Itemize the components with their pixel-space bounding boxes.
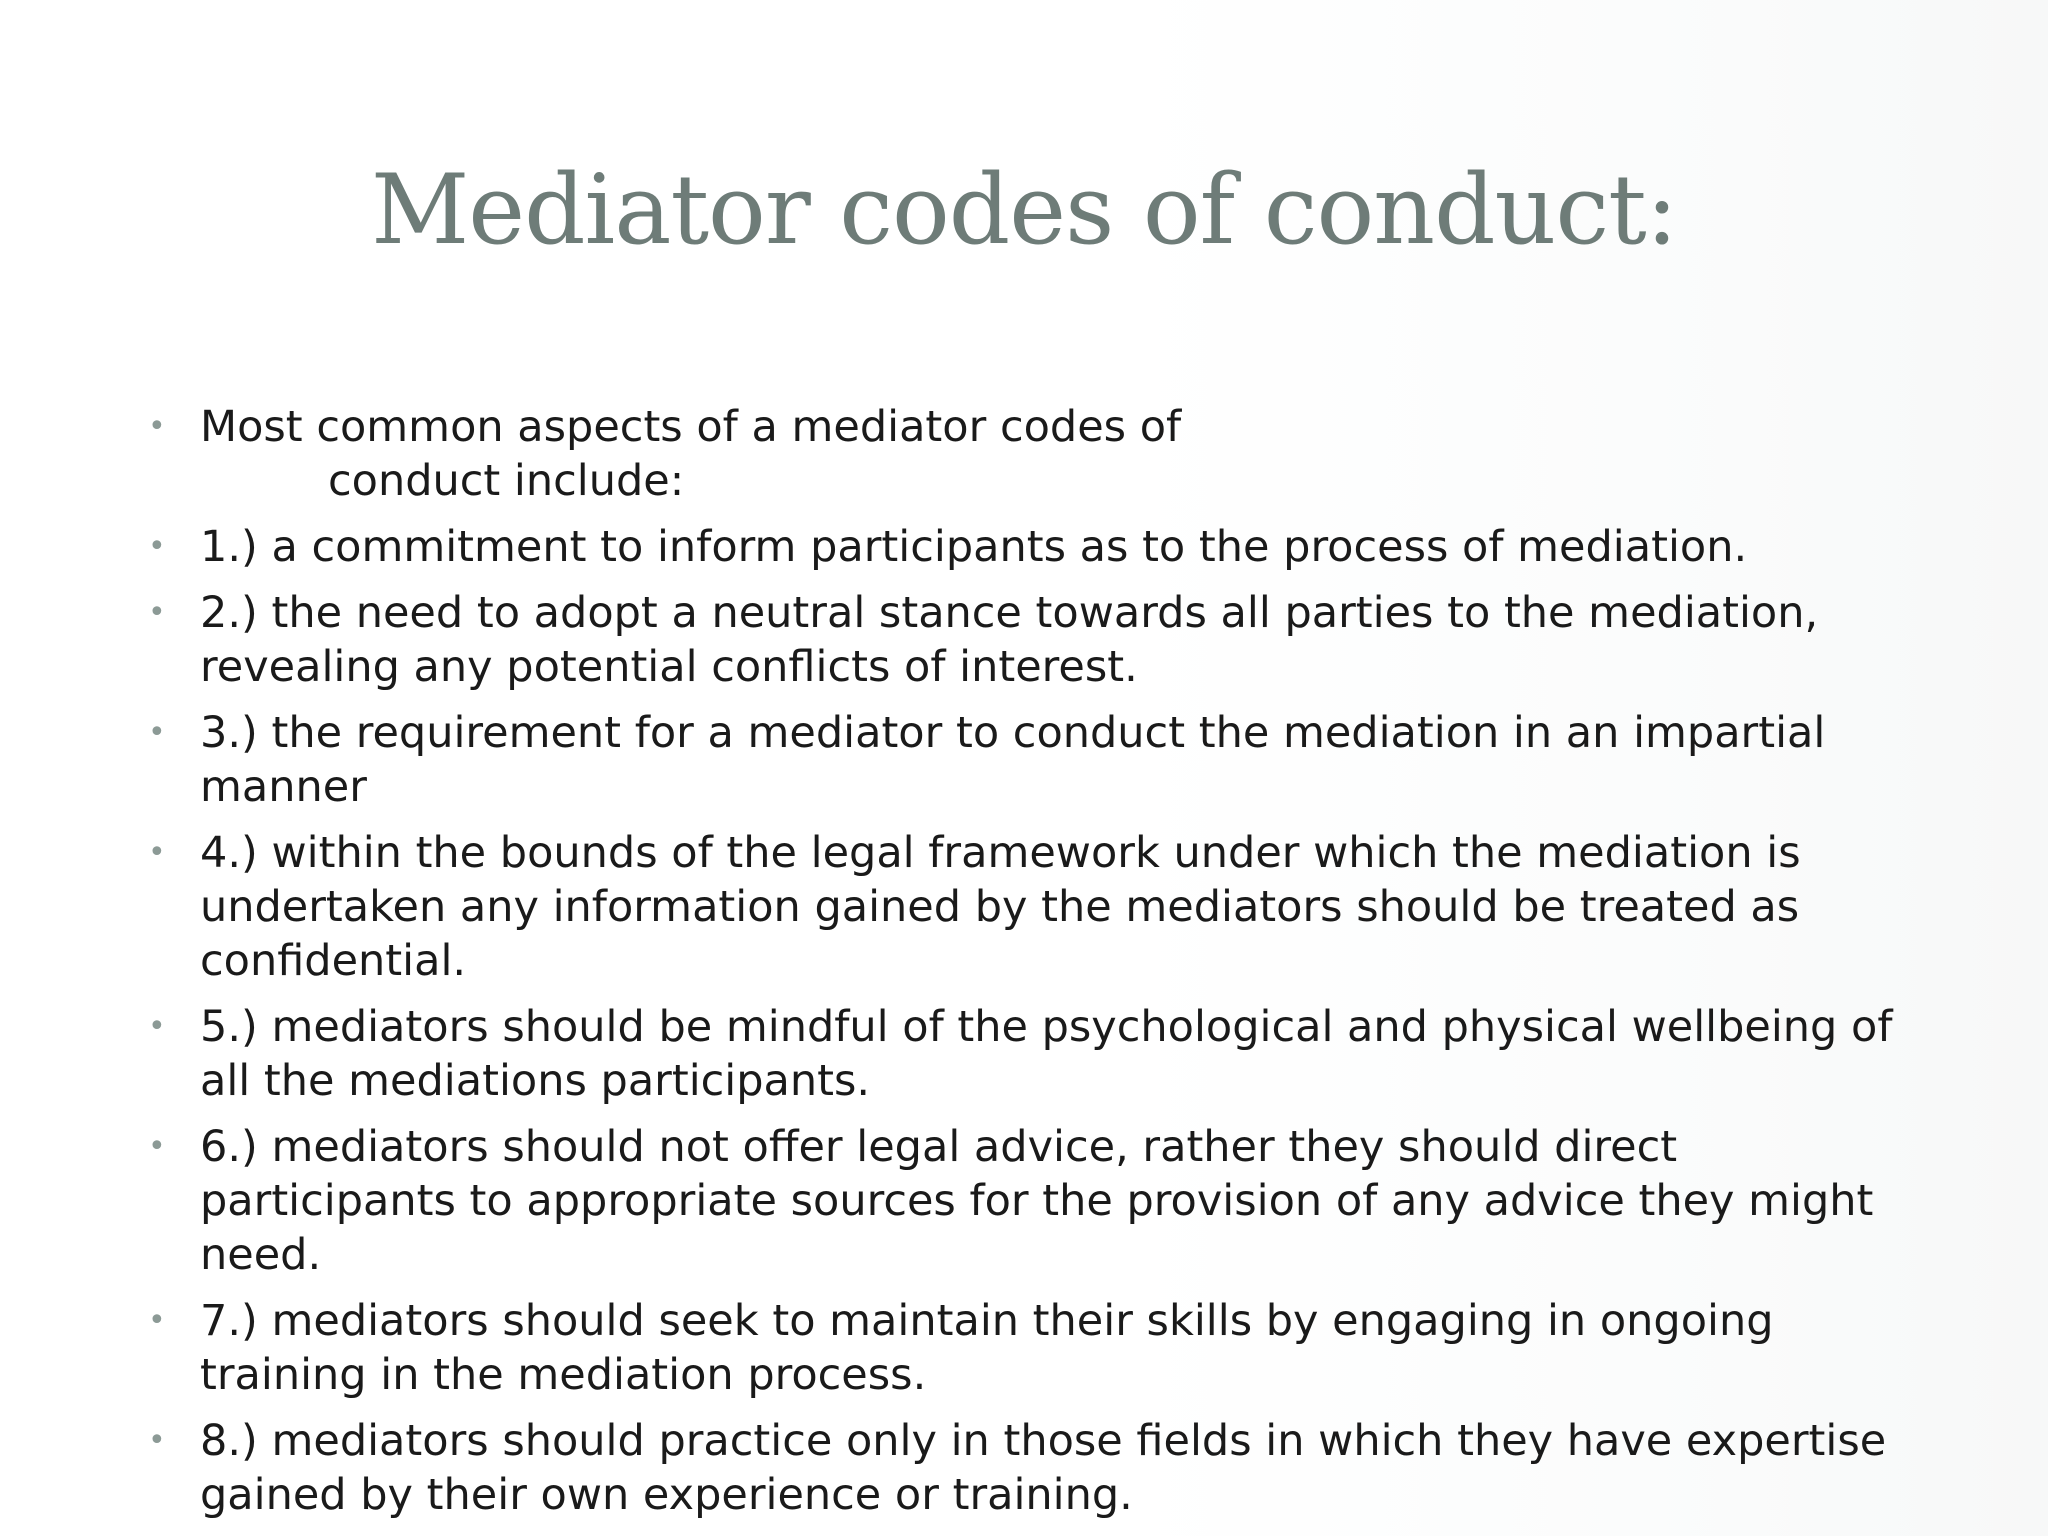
bullet-text: 5.) mediators should be mindful of the psychological and physical wellbeing of all the mediations participants. [200, 1002, 1893, 1106]
bullet-dot-icon: • [148, 1423, 166, 1458]
bullet-intro-line-2: conduct include: [328, 456, 685, 506]
bullet-text: 2.) the need to adopt a neutral stance towards all parties to the mediation, revealing any potential conflicts of interest. [200, 588, 1819, 692]
bullet-item-intro [148, 400, 1928, 508]
bullet-item-8 [148, 1414, 1928, 1522]
bullet-dot-icon: • [148, 1009, 166, 1044]
bullet-item-2 [148, 586, 1928, 694]
bullet-dot-icon: • [148, 1303, 166, 1338]
bullet-dot-icon: • [148, 1129, 166, 1164]
bullet-dot-icon: • [148, 715, 166, 750]
bullet-item-3 [148, 706, 1928, 814]
bullet-intro-line-1: Most common aspects of a mediator codes of [200, 402, 1182, 452]
bullet-text: 4.) within the bounds of the legal framework under which the mediation is undertaken any information gained by the mediators should be treated as confidential. [200, 828, 1801, 986]
bullet-text: 7.) mediators should seek to maintain their skills by engaging in ongoing training in the mediation process. [200, 1296, 1774, 1400]
bullet-item-1 [148, 520, 1928, 574]
bullet-text: 8.) mediators should practice only in those fields in which they have expertise gained by their own experience or training. [200, 1416, 1887, 1520]
bullet-dot-icon: • [148, 529, 166, 564]
bullet-dot-icon: • [148, 595, 166, 630]
bullet-text: 3.) the requirement for a mediator to conduct the mediation in an impartial manner [200, 708, 1826, 812]
bullet-item-6 [148, 1120, 1928, 1282]
bullet-list [148, 400, 1928, 1534]
bullet-text: 6.) mediators should not offer legal advice, rather they should direct participants to appropriate sources for the provision of any advice they might need. [200, 1122, 1874, 1280]
bullet-item-5 [148, 1000, 1928, 1108]
bullet-dot-icon: • [148, 835, 166, 870]
bullet-text: 1.) a commitment to inform participants as to the process of mediation. [200, 522, 1748, 572]
bullet-item-4 [148, 826, 1928, 988]
bullet-dot-icon: • [148, 409, 166, 444]
slide-title: Mediator codes of conduct: [370, 154, 1678, 266]
bullet-item-7 [148, 1294, 1928, 1402]
